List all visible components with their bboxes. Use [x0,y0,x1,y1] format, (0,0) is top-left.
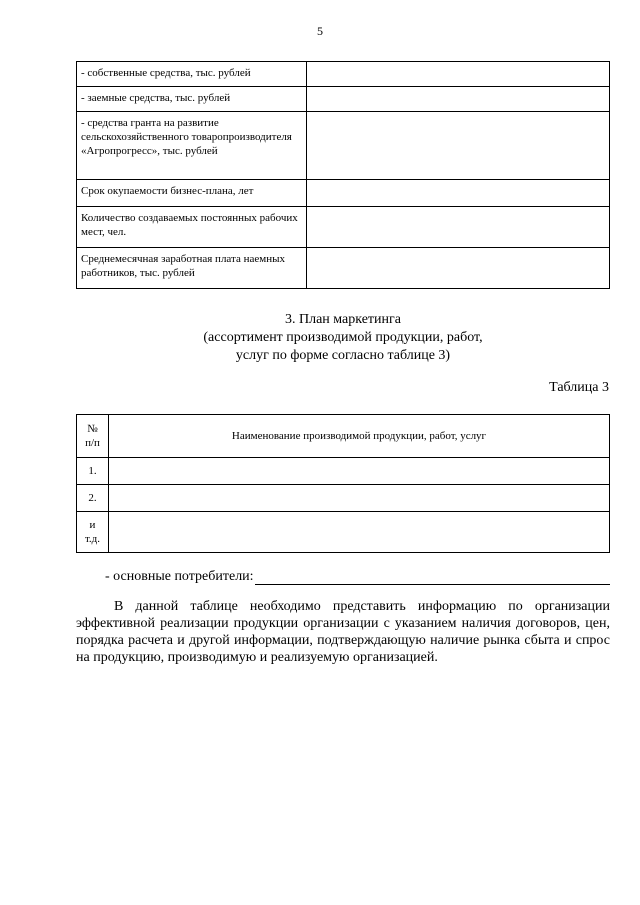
main-consumers-label: - основные потребители: [105,569,254,584]
row-product-name [109,458,610,485]
section-title: 3. План маркетинга [284,312,401,327]
section-heading [0,311,640,365]
investment-table [76,61,610,289]
table-row [77,180,610,207]
row-label-payback-period: Срок окупаемости бизнес-плана, лет [77,180,307,207]
row-product-name [109,485,610,512]
header-product-name: Наименование производимой продукции, работ, услуг [109,415,610,458]
table-caption: Таблица 3 [549,380,609,395]
products-table [76,414,610,553]
row-value-salary [307,248,610,289]
row-number-line1: и [89,519,96,531]
header-number [77,415,109,458]
header-number-line2: п/п [85,437,100,449]
row-label-grant-funds: - средства гранта на развитие сельскохозяйственного товаропроизводителя «Агропрогресс», тыс. рублей [77,112,307,180]
row-value-payback-period [307,180,610,207]
section-subtitle-line1: (ассортимент производимой продукции, работ, [203,330,483,345]
table-row [77,87,610,112]
row-label-borrowed-funds: - заемные средства, тыс. рублей [77,87,307,112]
table-row [77,248,610,289]
row-number [77,512,109,553]
header-number-line1: № [87,423,98,435]
instruction-paragraph: В данной таблице необходимо представить информацию по организации эффективной реализации продукции организации с указанием наличия договоров, цен, порядка расчета и другой информации, подтверждающую наличие рынка сбыта и спрос на продукцию, производимую и реализуемую организацией. [76,599,610,665]
row-label-jobs: Количество создаваемых постоянных рабочих мест, чел. [77,207,307,248]
row-number: 2. [77,485,109,512]
table-header-row [77,415,610,458]
row-product-name [109,512,610,553]
table-row [77,207,610,248]
table-row [77,112,610,180]
row-value-own-funds [307,62,610,87]
row-number-line2: т.д. [84,533,101,545]
row-label-salary: Среднемесячная заработная плата наемных работников, тыс. рублей [77,248,307,289]
table-row [77,485,610,512]
main-consumers-line [105,569,610,585]
table-row [77,62,610,87]
page-number: 5 [317,24,323,38]
row-value-borrowed-funds [307,87,610,112]
main-consumers-blank [255,570,610,585]
table-row [77,512,610,553]
row-label-own-funds: - собственные средства, тыс. рублей [77,62,307,87]
row-number: 1. [77,458,109,485]
table-row [77,458,610,485]
row-value-jobs [307,207,610,248]
row-value-grant-funds [307,112,610,180]
section-subtitle-line2: услуг по форме согласно таблице 3) [235,348,451,363]
